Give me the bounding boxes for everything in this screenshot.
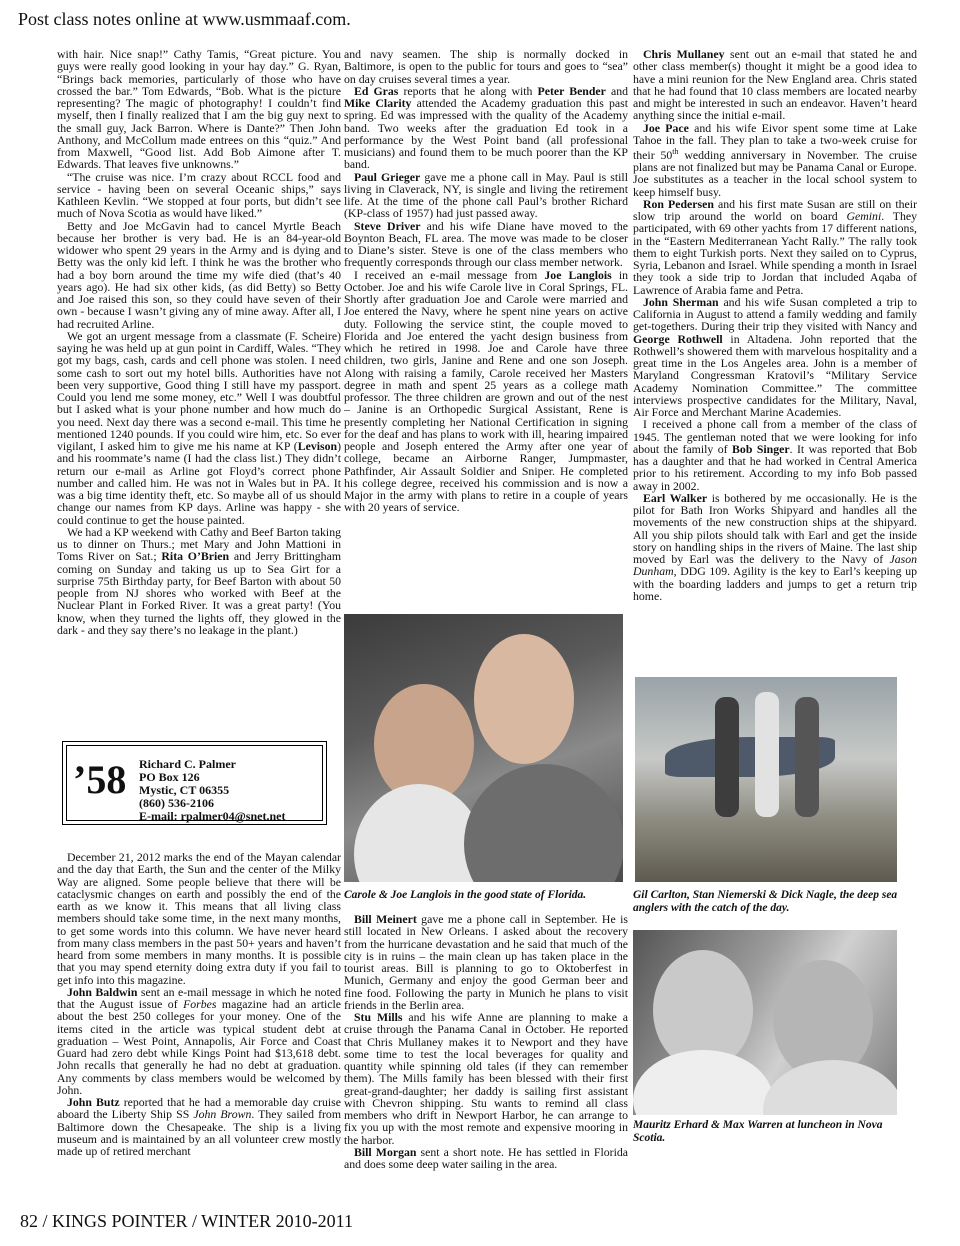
class-contact-box [62,741,327,825]
paragraph: I received an e-mail message from Joe Langlois in October. Joe and his wife Carole live in Coral Springs, FL. Shortly after graduation Joe and Carole were married and Joe entered the Navy, where he spent nine years on active duty. Following the service stint, the couple moved to Florida and Joe entered the yacht design business from which he retired in 1998. Joe and Carole have three children, two girls, Janine and Rene and one son Joseph. Along with raising a family, Carole received her Masters degree in math and spent 25 years as a college math professor. The three children are grown and out of the nest – Janine is an Orthopedic Surgical Assistant, Rene is presently completing her National Certification in signing for the deaf and has plans to work with ill, hearing impaired people and Joseph entered the Army after one year of college, became an Airborne Ranger, Jumpmaster, Pathfinder, Air Assault Soldier and Sniper. He completed his college degree, received his commission and is now a Major in the army with plans to retire in a couple of years with 20 years of service. [344,267,628,515]
photo-anglers [635,677,897,882]
photo-langlois [344,614,623,882]
paragraph: John Butz reported that he had a memorable day cruise aboard the Liberty Ship SS John Brown. They sailed from Baltimore down the Chesapeake. The ship is a living museum and is maintained by an all volunteer crew mostly made up of retired merchant [57,1095,341,1158]
paragraph: December 21, 2012 marks the end of the Mayan calendar and the day that Earth, the Sun and the center of the Milky Way are aligned. Some people believe that there will be cataclysmic changes on earth and possibly the end of the earth as we know it. This means that all living class members should take some time, in the next many months, to get some words into this column. We have never heard from many class members in the past 50+ years and haven’t heard from some members in many months. It is possible that you may spend eternity doing extra duty if you fail to get info into this magazine. [57,851,341,987]
email-link[interactable]: E-mail: rpalmer04@snet.net [139,809,286,823]
paragraph: Bill Morgan sent a short note. He has settled in Florida and does some deep water sailing in the area. [344,1144,628,1171]
page-header: Post class notes online at www.usmmaaf.com. [18,9,351,29]
column-1 [57,48,341,741]
class-year: ’58 [73,757,127,802]
paragraph: Bill Meinert gave me a phone call in September. He is still located in New Orleans. I asked about the recovery from the hurricane devastation and he said that much of the city is in ruins – the main clean up has taken place in the tourist areas. Bill is planning to go to Oktoberfest in Munich, Germany and enjoy the good German beer and fine food. Following the party in Munich he plans to visit friends in the Berlin area. [344,913,628,1012]
paragraph: Stu Mills and his wife Anne are planning to make a cruise through the Panama Canal in October. He reported that Chris Mullaney makes it to Newport and they have some time to test the local beverages for quality and quantity while spinning old tales (if they can remember them). The Mills family has been blessed with their first great-grand-daughter; her daddy is sailing first assistant with Chevron shipping. Stu wants to remind all class members who drift in Newport Harbor, he can arrange to fix you up with the most remote and expensive mooring in the harbor. [344,1010,628,1147]
paragraph: with hair. Nice snap!” Cathy Tamis, “Great picture. You guys were really good looking in your hay day.” G. Ryan, “Brings back memories, particularly of those who have crossed the bar.” Tom Edwards, “Bob. What is the picture representing? The magic of photography! I couldn’t find myself, then I finally realized that I am the big guy next to the small guy, Jack Barron. Where is Dante?” Then John Anthony, and McCollum made entrees on this “quiz.” And from Maxwell, “Good list. Add Bob Aimone after T. Edwards. That leaves five unknowns.” [57,48,341,172]
paragraph: John Sherman and his wife Susan completed a trip to California in August to attend a family wedding and family get-togethers. During their trip they visited with Nancy and George Rothwell in Altadena. John reported that the Rothwell’s showered them with marvelous hospitality and a great time in the Los Angeles area. John is a member of Maryland Congressman Kratovil’s “Military Service Academy Nomination Committee.” The committee interviews prospective candidates for the Military, Naval, Air Force and Merchant Marine Academies. [633,294,917,420]
photo-caption: Mauritz Erhard & Max Warren at luncheon in Nova Scotia. [633,1119,883,1144]
photo-caption: Gil Carlton, Stan Niemerski & Dick Nagle, the deep sea anglers with the catch of the day. [633,889,898,914]
paragraph: John Baldwin sent an e-mail message in which he noted that the August issue of Forbes magazine had an article about the best 250 colleges for your money. One of the items cited in the article was typical student debt at graduation – West Point, Annapolis, Air Force and Coast Guard had zero debt while Kings Point had $13,618 debt. John recalls that generally he had no debt at graduation. Any comments by class members would be welcomed by John. [57,984,341,1097]
paragraph: “The cruise was nice. I’m crazy about RCCL food and service - having been on several Oceanic ships,” says Kathleen Kevlin. “We stopped at four ports, but didn’t see much of Nova Scotia as would have liked.” [57,169,341,221]
paragraph: We had a KP weekend with Cathy and Beef Barton taking us to dinner on Thurs.; met Mary and John Mattioni in Toms River on Sat.; Rita O’Brien and Jerry Brittingham coming on Sunday and taking us up to Sea Girt for a surprise 75th Birthday party, for Beef Barton with about 50 people from NJ shores who worked with Beef at the Nuclear Plant in Forked River. It was a great party! (You know, when they turned the lights off, they glowed in the dark - and they say there’s no leakage in the plant.) [57,524,341,637]
page-footer: 82 / KINGS POINTER / WINTER 2010-2011 [20,1211,353,1231]
column-2-lower [344,913,628,1183]
column-2 [344,48,628,614]
paragraph: I received a phone call from a member of the class of 1945. The gentleman noted that we were looking for info about the family of Bob Singer. It was reported that Bob has a daughter and that he had worked in Central America prior to his retirement. According to my info Bob passed away in 2002. [633,417,917,493]
name-bold: Levison [297,439,338,453]
paragraph: Joe Pace and his wife Eivor spent some time at Lake Tahoe in the fall. They plan to take a two-week cruise for their 50th wedding anniversary in November. The cruise plans are not finalized but may be Panama Canal or Europe. Joe substitutes as a teacher in the local school system to keep himself busy. [633,120,917,199]
paragraph: Earl Walker is bothered by me occasionally. He is the pilot for Bath Iron Works Shipyard and handles all the movements of the new construction ships at the shipyard. All you ship pilots should talk with Earl and get the inside story on handling ships in the rivers of Maine. The last ship moved by Earl was the delivery to the Navy of Jason Dunham, DDG 109. Agility is the key to Earl’s keeping up with the boarding ladders and jumps to get a return trip home. [633,490,917,603]
column-1-lower [57,851,341,1184]
paragraph: We got an urgent message from a classmate (F. Scheire) saying he was held up at gun point in Cardiff, Wales. “They got my bags, cash, cards and cell phone was stolen. I need some cash to sort out my hotel bills. Authorities have not been very supportive, Good thing I still have my passport. Could you lend me some money, etc.” Well I was doubtful but I asked what is your phone number and how much do you need. Next day there was a second e-mail. This time he mentioned 1240 pounds. If you could wire him, etc. So ever vigilant, I asked him to give me his name at KP (Levison) and his roommate’s name (I had the class list.) They didn’t return our e-mail as Arline got Floyd’s correct phone number and called him. He was not in Wales but in PA. It was a big time identity theft, etc. So maybe all of us should change our names from KP days. Arline was happy - she could continue to get the house painted. [57,328,341,527]
paragraph: Paul Grieger gave me a phone call in May. Paul is still living in Claverack, NY, is single and living the retirement life. At the time of the phone call Paul’s brother Richard (KP-class of 1957) had just passed away. [344,169,628,221]
paragraph: Steve Driver and his wife Diane have moved to the Boynton Beach, FL area. The move was made to be closer to Diane’s sister. Steve is one of the class members who frequently corresponds through our class member network. [344,218,628,270]
photo-erhard-warren [633,930,897,1115]
paragraph: Chris Mullaney sent out an e-mail that stated he and other class member(s) thought it might be a good idea to have a mini reunion for the New England area. Chris stated that he had found that 10 class members are located nearby and might be interested in such an endeavor. Haven’t heard anything since the initial e-mail. [633,48,917,123]
column-3 [633,48,917,668]
photo-caption: Carole & Joe Langlois in the good state of Florida. [344,889,587,901]
paragraph: and navy seamen. The ship is normally docked in Baltimore, is open to the public for tours and goes to “sea” on day cruises several times a year. [344,48,628,86]
paragraph: Ed Gras reports that he along with Peter Bender and Mike Clarity attended the Academy graduation this past spring. Ed was impressed with the quality of the Academy band. Two weeks after the graduation Ed took in a performance by the West Point band (all professional musicians) and found them to be much poorer than the KP band. [344,83,628,172]
name-bold: Rita O’Brien [161,549,230,564]
paragraph: Betty and Joe McGavin had to cancel Myrtle Beach because her brother is very bad. He is an 84-year-old widower who spent 29 years in the Army and is dying and Betty was the only kid left. I think he was the brother who had a boy born around the time my wife died (that’s 40 years ago). He had six other kids, (as did Betty) so Betty and Joe raised this son, so they could have seven of their own - because I wasn’t giving any of mine away. After all, I had recruited Arline. [57,218,341,331]
class-secretary-address: Richard C. Palmer PO Box 126 Mystic, CT 06355 (860) 536-2106 E-mail: rpalmer04@snet.net [139,757,286,823]
paragraph: Ron Pedersen and his first mate Susan are still on their slow trip around the world on board Gemini. They participated, with 69 other yachts from 17 different nations, in the “Eastern Mediterranean Yacht Rally.” The rally took them to eight Turkish ports. Next they sailed on to Cyprus, Syria, Lebanon and Israel. While spending a month in Israel they took a side trip to Jordan that included Aqaba of Lawrence of Arabia fame and Petra. [633,196,917,297]
